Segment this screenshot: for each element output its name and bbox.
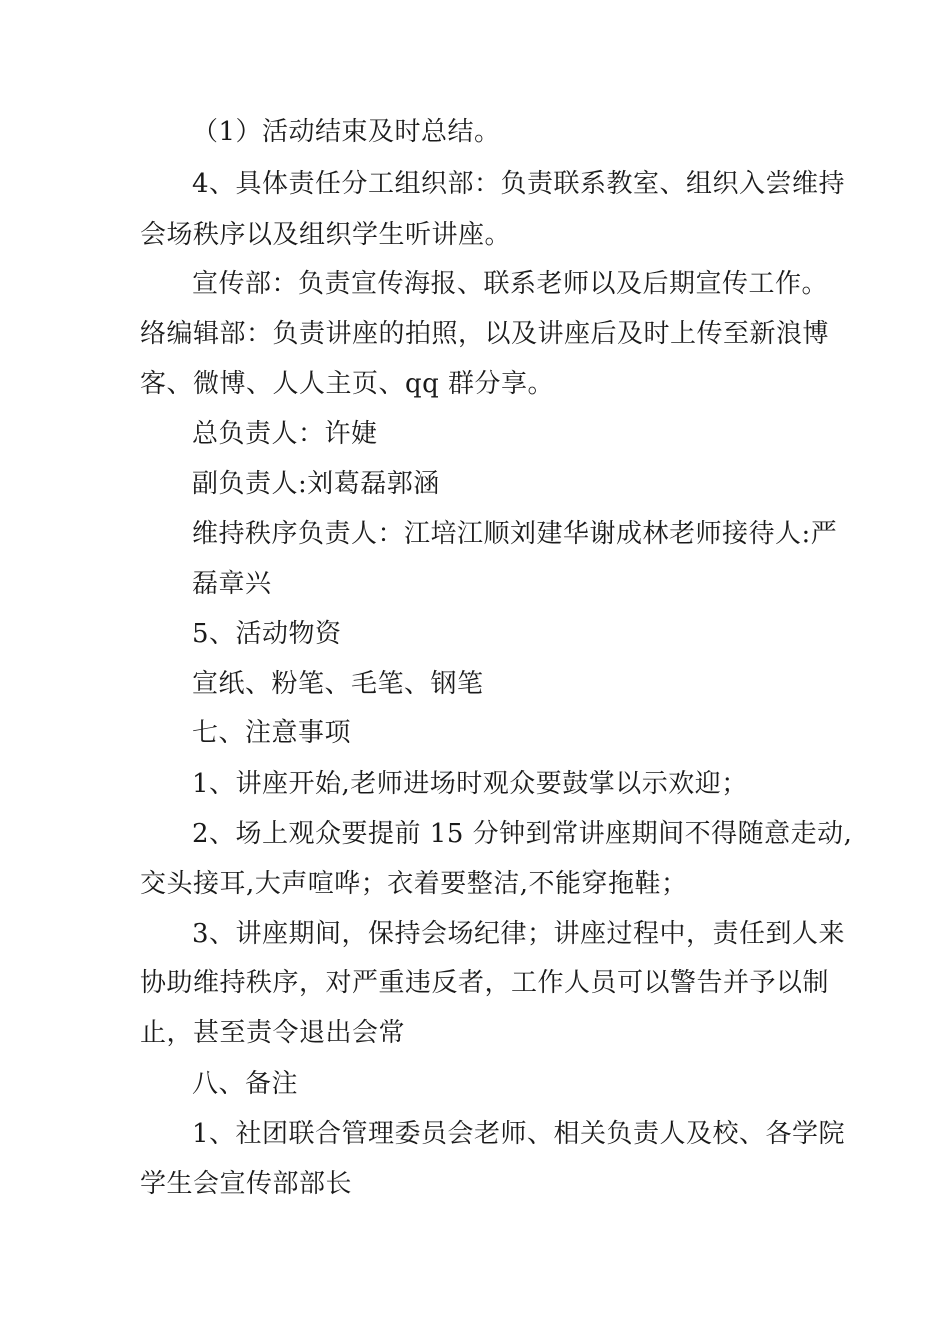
text-line: 1、讲座开始,老师进场时观众要鼓掌以示欢迎； xyxy=(192,769,748,799)
text-line: 宣纸、粉笔、毛笔、钢笔 xyxy=(192,669,484,699)
text-line: （1）活动结束及时总结。 xyxy=(192,117,501,147)
text-line: 总负责人：许婕 xyxy=(192,419,378,449)
text-line: 3、讲座期间，保持会场纪律；讲座过程中，责任到人来 xyxy=(192,919,846,949)
text-line: 学生会宣传部部长 xyxy=(140,1169,353,1199)
text-line: 4、具体责任分工组织部：负责联系教室、组织入尝维持 xyxy=(192,169,846,199)
text-line: 会场秩序以及组织学生听讲座。 xyxy=(140,220,512,250)
text-line: 络编辑部：负责讲座的拍照，以及讲座后及时上传至新浪博 xyxy=(140,319,830,349)
text-line: 副负责人:刘葛磊郭涵 xyxy=(192,469,440,499)
text-line: 客、微博、人人主页、qq 群分享。 xyxy=(140,369,555,399)
text-line: 5、活动物资 xyxy=(192,619,342,649)
text-line: 七、注意事项 xyxy=(192,718,352,748)
text-line: 止，甚至责令退出会常 xyxy=(140,1018,406,1048)
text-line: 宣传部：负责宣传海报、联系老师以及后期宣传工作。 xyxy=(192,269,829,299)
text-line: 维持秩序负责人：江培江顺刘建华谢成林老师接待人:严 xyxy=(192,519,838,549)
text-line: 磊章兴 xyxy=(192,569,272,599)
text-line: 1、社团联合管理委员会老师、相关负责人及校、各学院 xyxy=(192,1119,846,1149)
text-line: 八、备注 xyxy=(192,1069,299,1099)
text-line: 交头接耳,大声喧哗；衣着要整洁,不能穿拖鞋； xyxy=(140,869,688,899)
text-line: 2、场上观众要提前 15 分钟到常讲座期间不得随意走动, xyxy=(192,819,853,849)
text-line: 协助维持秩序，对严重违反者，工作人员可以警告并予以制 xyxy=(140,968,830,998)
